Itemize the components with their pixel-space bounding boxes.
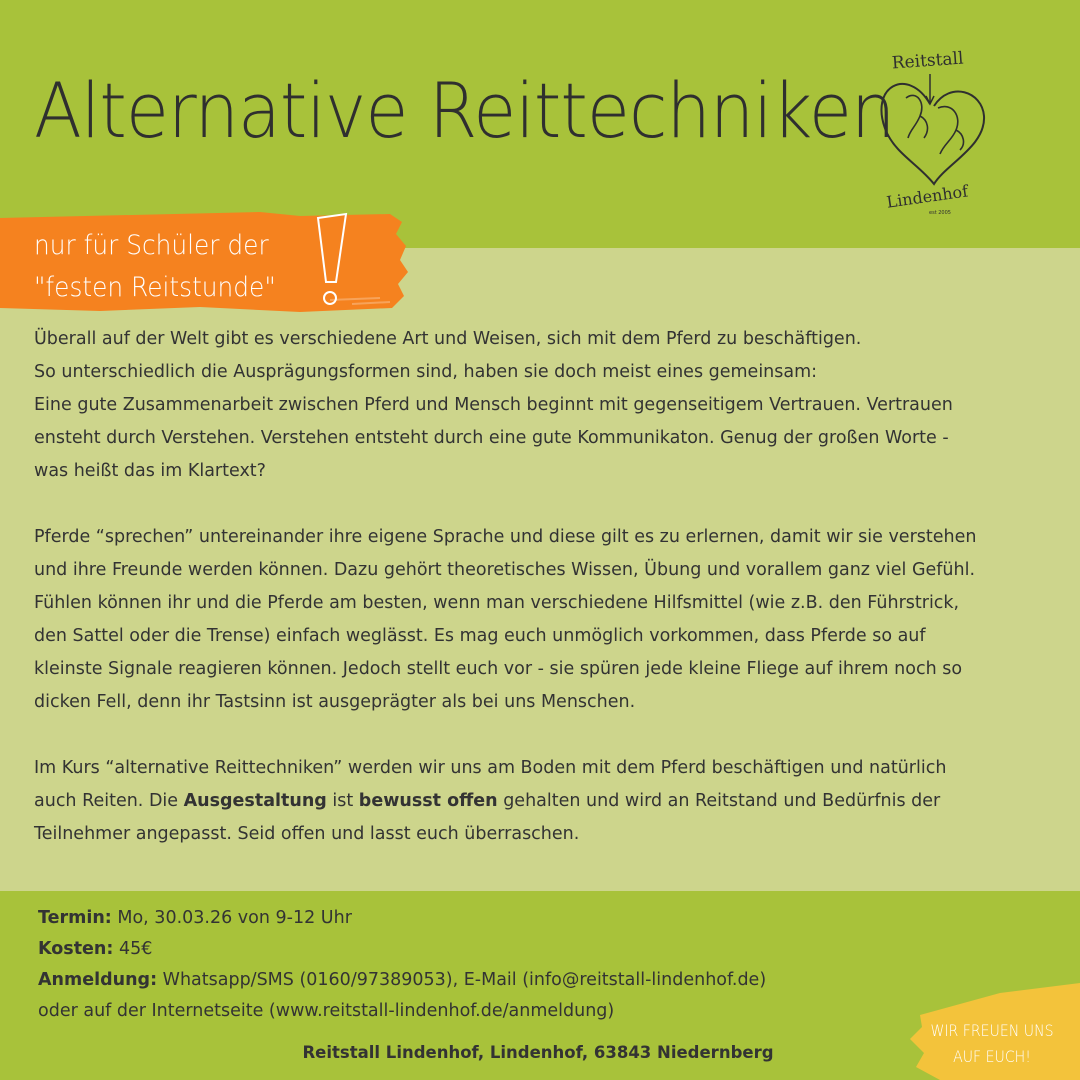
- logo-bottom-text: Lindenhof: [885, 181, 970, 212]
- horse-heart-icon: [868, 46, 988, 216]
- anmeldung-row-2: oder auf der Internetseite (www.reitstall-lindenhof.de/anmeldung): [38, 1001, 615, 1021]
- text-line: So unterschiedlich die Ausprägungsformen sind, haben sie doch meist eines gemeinsam:: [34, 362, 818, 382]
- text-line: dicken Fell, denn ihr Tastsinn ist ausgeprägter als bei uns Menschen.: [34, 692, 636, 712]
- logo-small-text: est 2005: [929, 210, 951, 216]
- text-line: den Sattel oder die Trense) einfach weglässt. Es mag euch unmöglich vorkommen, dass Pferde so auf: [34, 626, 926, 646]
- banner-text: [34, 225, 276, 309]
- text-line: und ihre Freunde werden können. Dazu gehört theoretisches Wissen, Übung und vorallem ganz viel Gefühl.: [34, 560, 976, 580]
- text-segment: ist: [326, 791, 359, 811]
- paragraph-language: [34, 521, 1054, 719]
- closing-line-2: AUF EUCH!: [953, 1047, 1031, 1066]
- closing-text: [926, 1018, 1058, 1070]
- anmeldung-value: Whatsapp/SMS (0160/97389053), E-Mail (info@reitstall-lindenhof.de): [157, 970, 767, 990]
- text-line: Eine gute Zusammenarbeit zwischen Pferd und Mensch beginnt mit gegenseitigem Vertrauen. Vertrauen: [34, 395, 953, 415]
- text-line: Im Kurs “alternative Reittechniken” werden wir uns am Boden mit dem Pferd beschäftigen und natürlich: [34, 758, 947, 778]
- closing-line-1: WIR FREUEN UNS: [930, 1021, 1054, 1040]
- text-line: Pferde “sprechen” untereinander ihre eigene Sprache und diese gilt es zu erlernen, damit wir sie verstehen: [34, 527, 977, 547]
- kosten-row: [38, 934, 766, 965]
- text-line: was heißt das im Klartext?: [34, 461, 266, 481]
- termin-value: Mo, 30.03.26 von 9-12 Uhr: [111, 908, 352, 928]
- kosten-value: 45€: [113, 939, 153, 959]
- text-line: Überall auf der Welt gibt es verschiedene Art und Weisen, sich mit dem Pferd zu beschäftigen.: [34, 329, 862, 349]
- text-line: ensteht durch Verstehen. Verstehen entsteht durch eine gute Kommunikaton. Genug der großen Worte -: [34, 428, 949, 448]
- text-line: Fühlen können ihr und die Pferde am besten, wenn man verschiedene Hilfsmittel (wie z.B. den Führstrick,: [34, 593, 960, 613]
- text-line: [34, 785, 1054, 818]
- anmeldung-row: [38, 965, 766, 996]
- anmeldung-label: Anmeldung:: [38, 970, 158, 990]
- paragraph-course: [34, 752, 1054, 851]
- text-segment: gehalten und wird an Reitstand und Bedürfnis der: [497, 791, 941, 811]
- exclamation-icon: [312, 212, 354, 312]
- logo-top-text: Reitstall: [891, 48, 965, 74]
- page-title: Alternative Reittechniken: [34, 66, 895, 155]
- reitstall-logo: [868, 46, 988, 216]
- address-text: Reitstall Lindenhof, Lindenhof, 63843 Niedernberg: [302, 1043, 774, 1062]
- text-line: Teilnehmer angepasst. Seid offen und lasst euch überraschen.: [34, 824, 580, 844]
- event-info: [38, 903, 766, 1027]
- banner-line-1: nur für Schüler der: [34, 230, 269, 261]
- termin-label: Termin:: [38, 908, 112, 928]
- text-segment: auch Reiten. Die: [34, 791, 184, 811]
- bold-ausgestaltung: Ausgestaltung: [183, 791, 327, 811]
- kosten-label: Kosten:: [38, 939, 114, 959]
- text-line: kleinste Signale reagieren können. Jedoch stellt euch vor - sie spüren jede kleine Fliege auf ihrem noch so: [34, 659, 963, 679]
- description-text: [34, 323, 1054, 884]
- banner-line-2: "festen Reitstunde": [34, 272, 276, 303]
- termin-row: [38, 903, 766, 934]
- bold-bewusst-offen: bewusst offen: [358, 791, 498, 811]
- paragraph-intro: [34, 323, 1054, 488]
